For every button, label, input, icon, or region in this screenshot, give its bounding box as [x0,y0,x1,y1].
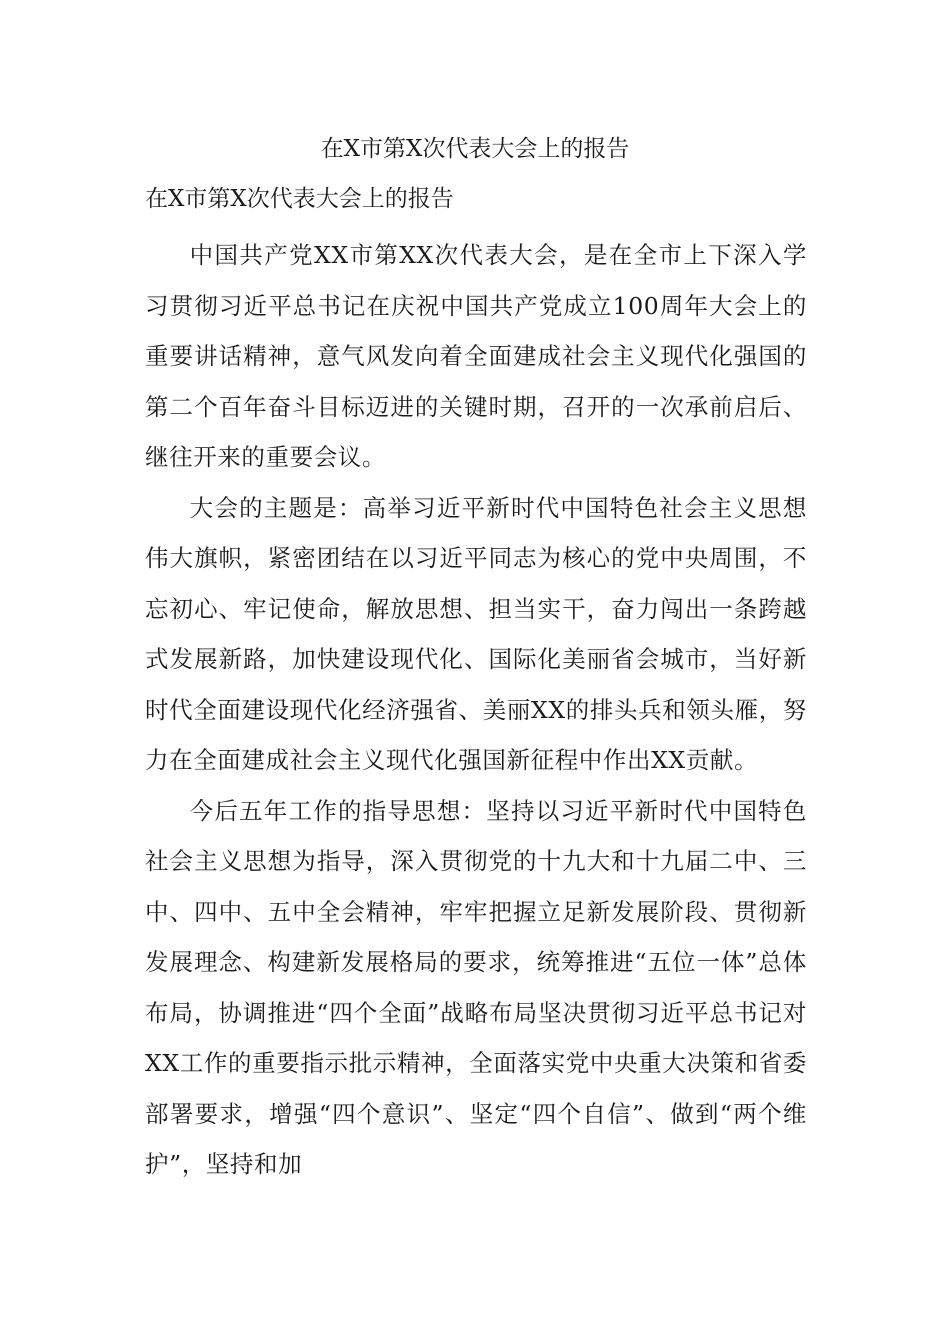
document-subtitle: 在X市第X次代表大会上的报告 [145,186,454,212]
paragraph-congress-theme: 大会的主题是：高举习近平新时代中国特色社会主义思想伟大旗帜，紧密团结在以习近平同志为核心的党中央周围，不忘初心、牢记使命，解放思想、担当实干，奋力闯出一条跨越式发展新路，加快建设现代化、国际化美丽省会城市，当好新时代全面建设现代化经济强省、美丽XX的排头兵和领头雁，努力在全面建成社会主义现代化强国新征程中作出XX贡献。 [145,493,807,774]
document-title: 在X市第X次代表大会上的报告 [320,136,630,162]
document-body [145,230,807,1190]
paragraph-congress-intro: 中国共产党XX市第XX次代表大会，是在全市上下深入学习贯彻习近平总书记在庆祝中国共产党成立100周年大会上的重要讲话精神，意气风发向着全面建成社会主义现代化强国的第二个百年奋斗目标迈进的关键时期，召开的一次承前启后、继往开来的重要会议。 [145,241,807,471]
paragraph-guiding-ideology: 今后五年工作的指导思想：坚持以习近平新时代中国特色社会主义思想为指导，深入贯彻党的十九大和十九届二中、三中、四中、五中全会精神，牢牢把握立足新发展阶段、贯彻新发展理念、构建新发展格局的要求，统筹推进“五位一体”总体布局，协调推进“四个全面”战略布局坚决贯彻习近平总书记对XX工作的重要指示批示精神，全面落实党中央重大决策和省委部署要求，增强“四个意识”、坚定“四个自信”、做到“两个维护”，坚持和加 [145,796,807,1178]
